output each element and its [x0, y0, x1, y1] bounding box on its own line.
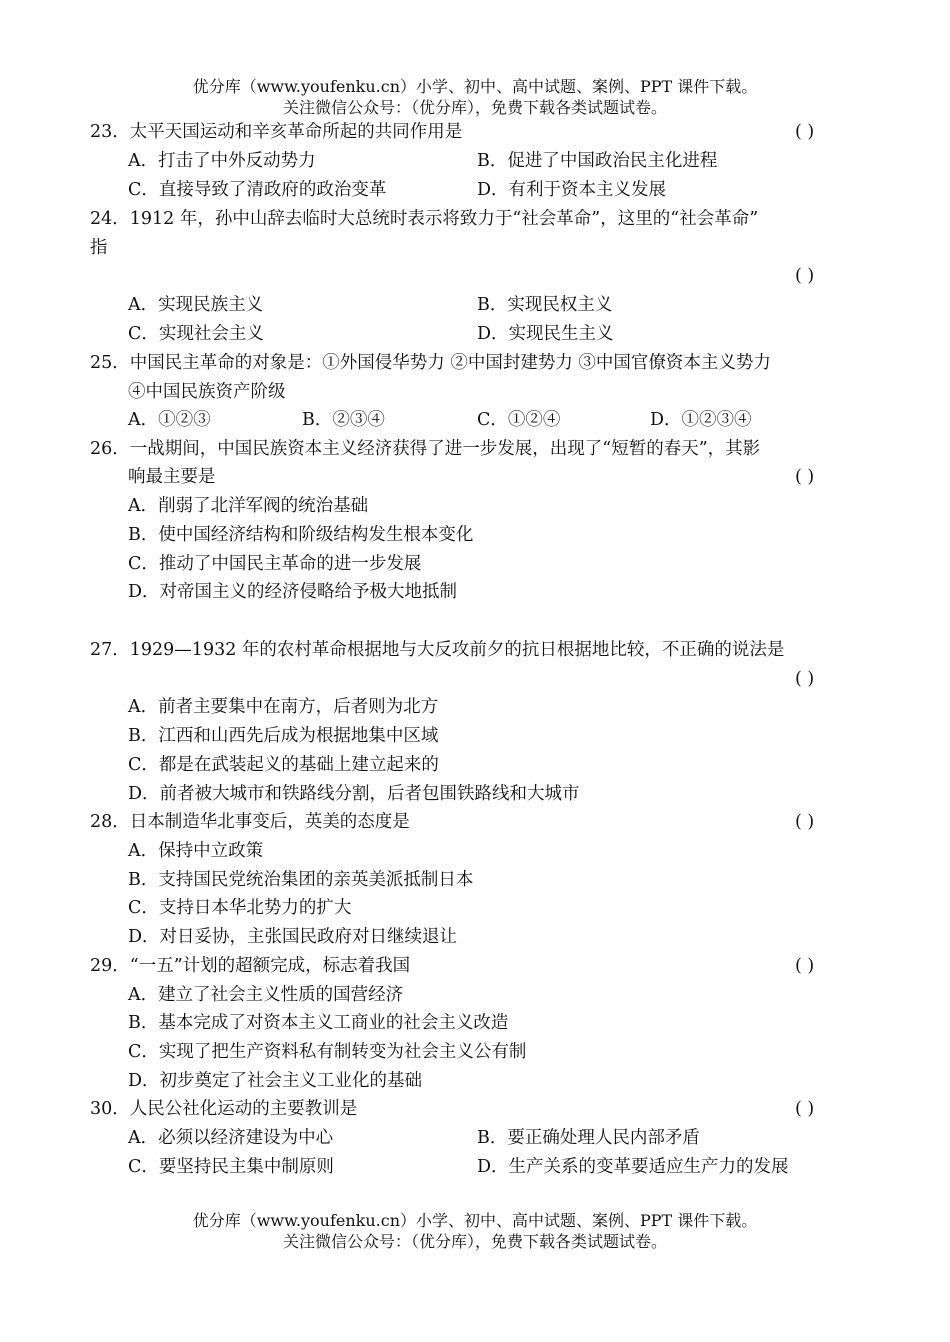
- answer-bracket: ( ): [795, 266, 815, 286]
- answer-bracket: ( ): [795, 812, 815, 832]
- option-d: D．前者被大城市和铁路线分割，后者包围铁路线和大城市: [128, 784, 580, 804]
- option-c: C．支持日本华北势力的扩大: [128, 898, 352, 918]
- question-stem: 23．太平天国运动和辛亥革命所起的共同作用是: [90, 122, 463, 142]
- option-d: D．①②③④: [650, 410, 752, 430]
- question-stem: 26．一战期间，中国民族资本主义经济获得了进一步发展，出现了“短暂的春天”，其影: [90, 439, 761, 459]
- option-a: A．①②③: [128, 410, 211, 430]
- option-a: A．打击了中外反动势力: [128, 151, 316, 171]
- question-stem: 27．1929—1932 年的农村革命根据地与大反攻前夕的抗日根据地比较，不正确的说法是: [90, 640, 785, 660]
- option-b: B．使中国经济结构和阶级结构发生根本变化: [128, 525, 474, 545]
- option-b: B．实现民权主义: [477, 295, 613, 315]
- option-c: C．直接导致了清政府的政治变革: [128, 180, 387, 200]
- option-d: D．对日妥协，主张国民政府对日继续退让: [128, 927, 458, 947]
- question-stem: 29．“一五”计划的超额完成，标志着我国: [90, 956, 411, 976]
- option-d: D．初步奠定了社会主义工业化的基础: [128, 1071, 423, 1091]
- option-b: B．支持国民党统治集团的亲英美派抵制日本: [128, 870, 474, 890]
- answer-bracket: ( ): [795, 1099, 815, 1119]
- answer-bracket: ( ): [795, 122, 815, 142]
- option-a: A．削弱了北洋军阀的统治基础: [128, 496, 369, 516]
- option-d: D．对帝国主义的经济侵略给予极大地抵制: [128, 582, 458, 602]
- option-c: C．实现社会主义: [128, 324, 264, 344]
- option-a: A．实现民族主义: [128, 295, 264, 315]
- option-d: D．生产关系的变革要适应生产力的发展: [477, 1157, 789, 1177]
- option-a: A．建立了社会主义性质的国营经济: [128, 985, 404, 1005]
- page-footer: [0, 1210, 950, 1252]
- option-c: C．①②④: [477, 410, 561, 430]
- option-b: B．基本完成了对资本主义工商业的社会主义改造: [128, 1013, 509, 1033]
- option-c: C．推动了中国民主革命的进一步发展: [128, 554, 422, 574]
- option-a: A．必须以经济建设为中心: [128, 1128, 334, 1148]
- question-stem-continued: 指: [90, 238, 108, 258]
- footer-line-2: 关注微信公众号：（优分库），免费下载各类试题试卷。: [282, 1232, 667, 1251]
- answer-bracket: ( ): [795, 669, 815, 689]
- option-c: C．要坚持民主集中制原则: [128, 1157, 334, 1177]
- option-b: B．②③④: [302, 410, 385, 430]
- page-header: [0, 76, 950, 118]
- option-c: C．都是在武装起义的基础上建立起来的: [128, 755, 439, 775]
- header-line-1: 优分库（www.youfenku.cn）小学、初中、高中试题、案例、PPT 课件下载。: [192, 77, 758, 96]
- option-b: B．促进了中国政治民主化进程: [477, 151, 718, 171]
- option-a: A．前者主要集中在南方，后者则为北方: [128, 697, 439, 717]
- answer-bracket: ( ): [795, 467, 815, 487]
- question-stem: 25．中国民主革命的对象是：①外国侵华势力 ②中国封建势力 ③中国官僚资本主义势力: [90, 353, 771, 373]
- question-stem: 30．人民公社化运动的主要教训是: [90, 1099, 358, 1119]
- option-b: B．要正确处理人民内部矛盾: [477, 1128, 700, 1148]
- option-c: C．实现了把生产资料私有制转变为社会主义公有制: [128, 1042, 527, 1062]
- header-line-2: 关注微信公众号：（优分库），免费下载各类试题试卷。: [282, 98, 667, 117]
- question-stem-continued: 响最主要是: [128, 467, 216, 487]
- option-d: D．实现民生主义: [477, 324, 614, 344]
- question-stem: 24．1912 年，孙中山辞去临时大总统时表示将致力于“社会革命”，这里的“社会革命”: [90, 209, 759, 229]
- option-b: B．江西和山西先后成为根据地集中区域: [128, 726, 439, 746]
- option-a: A．保持中立政策: [128, 841, 264, 861]
- question-stem-continued: ④中国民族资产阶级: [128, 382, 286, 402]
- option-d: D．有利于资本主义发展: [477, 180, 667, 200]
- answer-bracket: ( ): [795, 956, 815, 976]
- question-stem: 28．日本制造华北事变后，英美的态度是: [90, 812, 410, 832]
- footer-line-1: 优分库（www.youfenku.cn）小学、初中、高中试题、案例、PPT 课件下载。: [192, 1211, 758, 1230]
